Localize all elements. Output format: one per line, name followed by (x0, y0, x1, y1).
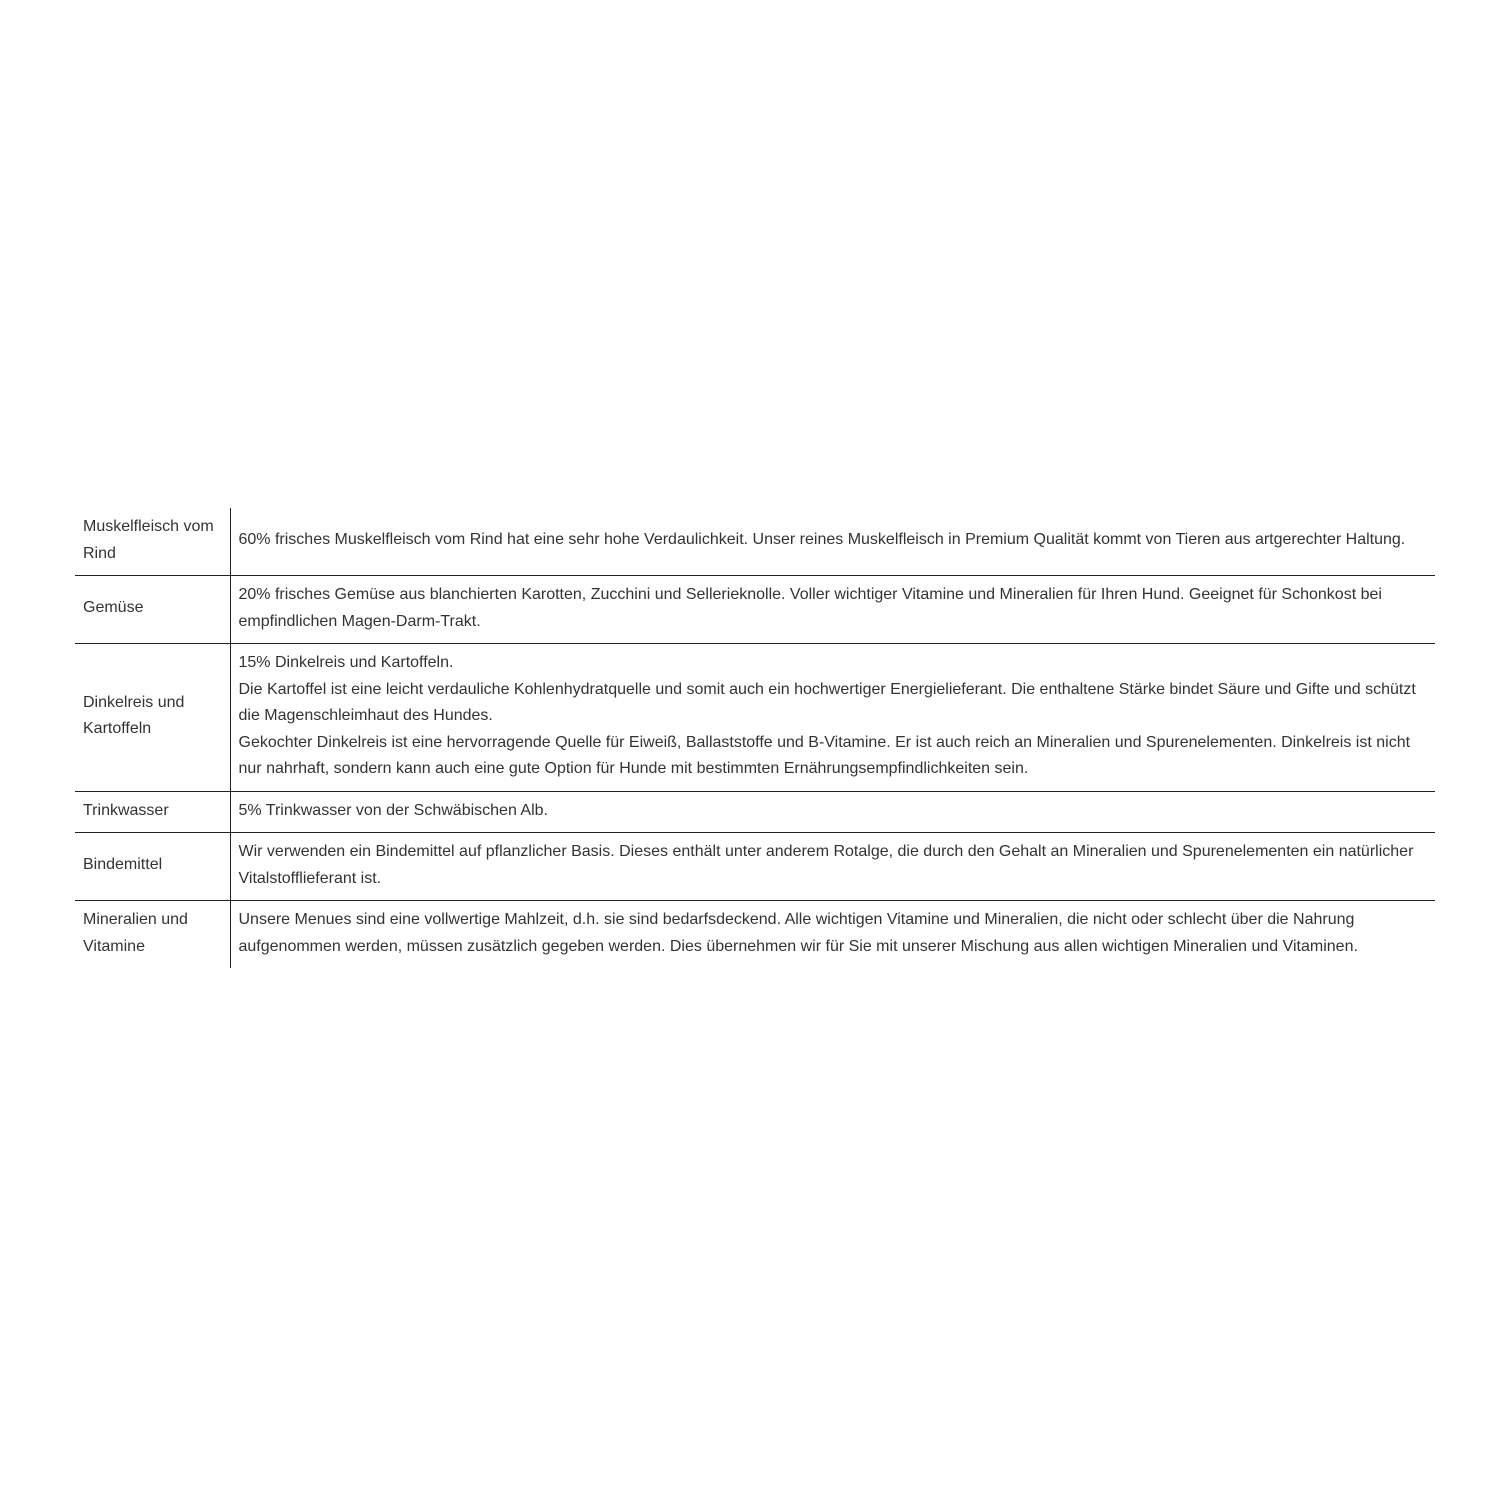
description-line: 20% frisches Gemüse aus blanchierten Karotten, Zucchini und Sellerieknolle. Voller wichtiger Vitamine und Mineralien für Ihren Hund. Geeignet für Schonkost bei empfindlichen Magen-Darm-Trakt. (238, 586, 1382, 630)
ingredient-name: Gemüse (75, 576, 230, 644)
description-line: Gekochter Dinkelreis ist eine hervorragende Quelle für Eiweiß, Ballaststoffe und B-Vitamine. Er ist auch reich an Mineralien und Spurenelementen. Dinkelreis ist nicht nur nahrhaft, sondern kann auch eine gute Option für Hunde mit bestimmten Ernährungsempfindlichkeiten sein. (238, 733, 1411, 777)
ingredients-table-body (75, 508, 1435, 968)
table-row (75, 901, 1435, 969)
ingredient-description (230, 576, 1435, 644)
ingredient-description (230, 791, 1435, 833)
ingredient-description (230, 508, 1435, 576)
table-row (75, 791, 1435, 833)
description-line: Die Kartoffel ist eine leicht verdauliche Kohlenhydratquelle und somit auch ein hochwertiger Energielieferant. Die enthaltene Stärke bindet Säure und Gifte und schützt die Magenschleimhaut des Hundes. (238, 680, 1416, 724)
description-line: 15% Dinkelreis und Kartoffeln. (238, 654, 454, 671)
ingredient-name: Muskelfleisch vom Rind (75, 508, 230, 576)
description-line: Wir verwenden ein Bindemittel auf pflanzlicher Basis. Dieses enthält unter anderem Rotalge, die durch den Gehalt an Mineralien und Spurenelementen ein natürlicher Vitalstofflieferant ist. (238, 843, 1414, 887)
ingredients-table (75, 508, 1435, 968)
table-row (75, 576, 1435, 644)
description-line: Unsere Menues sind eine vollwertige Mahlzeit, d.h. sie sind bedarfsdeckend. Alle wichtigen Vitamine und Mineralien, die nicht oder schlecht über die Nahrung aufgenommen werden, müssen zusätzlich gegeben werden. Dies übernehmen wir für Sie mit unserer Mischung aus allen wichtigen Mineralien und Vitaminen. (238, 911, 1358, 955)
table-row (75, 644, 1435, 792)
description-line: 60% frisches Muskelfleisch vom Rind hat eine sehr hohe Verdaulichkeit. Unser reines Muskelfleisch in Premium Qualität kommt von Tieren aus artgerechter Haltung. (238, 531, 1406, 549)
ingredient-description (230, 644, 1435, 792)
table-row (75, 833, 1435, 901)
ingredient-description (230, 901, 1435, 969)
ingredient-name: Trinkwasser (75, 791, 230, 833)
ingredient-name: Mineralien und Vitamine (75, 901, 230, 969)
table-row (75, 508, 1435, 576)
description-line: 5% Trinkwasser von der Schwäbischen Alb. (238, 801, 548, 819)
ingredient-description (230, 833, 1435, 901)
ingredient-name: Bindemittel (75, 833, 230, 901)
ingredient-name: Dinkelreis und Kartoffeln (75, 644, 230, 792)
